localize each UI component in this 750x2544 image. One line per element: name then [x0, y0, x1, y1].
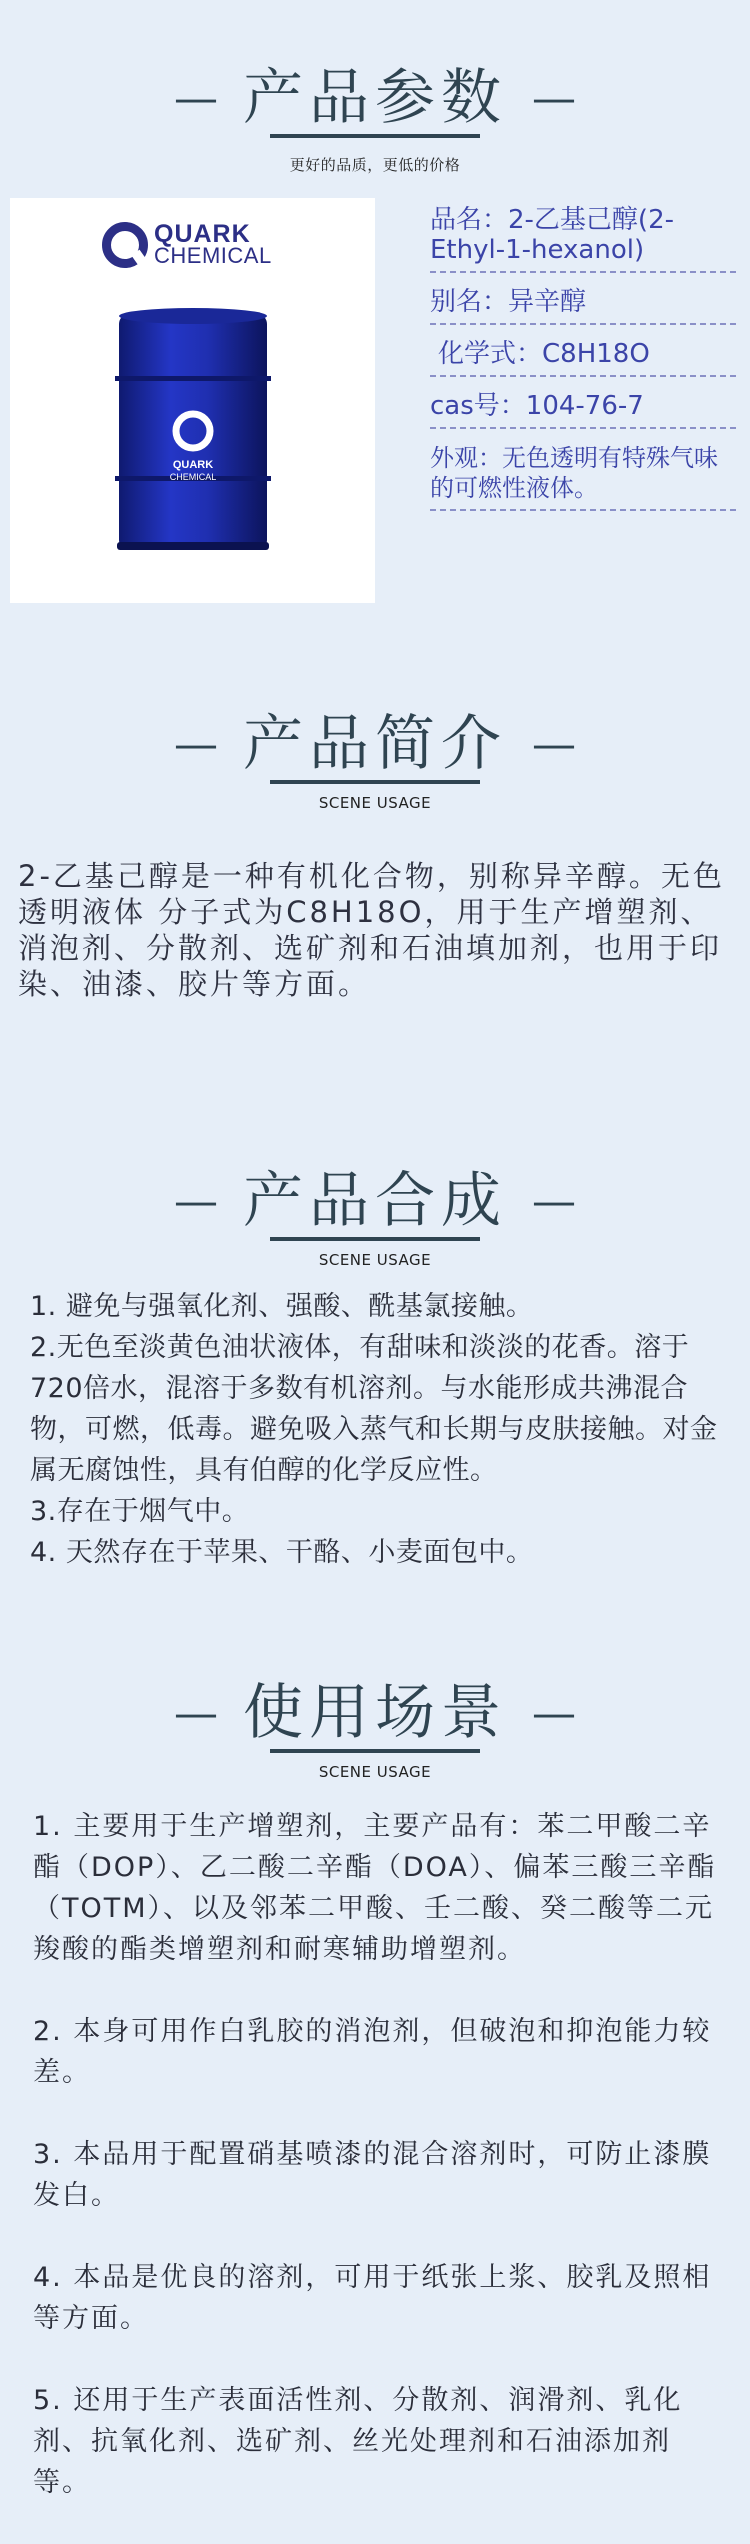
synthesis-item: 1. 避免与强氧化剂、强酸、酰基氯接触。	[30, 1291, 534, 1322]
intro-text: 2-乙基己醇是一种有机化合物，别称异辛醇。无色透明液体 分子式为C8H18O，用于生产增塑剂、消泡剂、分散剂、选矿剂和石油填加剂，也用于印染、油漆、胶片等方面。	[18, 859, 725, 1001]
usage-list	[33, 1806, 723, 2544]
synthesis-item: 2.无色至淡黄色油状液体，有甜味和淡淡的花香。溶于720倍水，混溶于多数有机溶剂。与水能形成共沸混合物，可燃，低毒。避免吸入蒸气和长期与皮肤接触。对金属无腐蚀性，具有伯醇的化学反应性。	[30, 1332, 718, 1486]
synthesis-item: 3.存在于烟气中。	[30, 1496, 250, 1527]
usage-header	[0, 1677, 750, 1781]
spec-name: 品名：2-乙基己醇(2-Ethyl-1-hexanol)	[430, 205, 736, 273]
usage-item: 5. 还用于生产表面活性剂、分散剂、润滑剂、乳化剂、抗氧化剂、选矿剂、丝光处理剂和石油添加剂等。	[33, 2385, 683, 2498]
title-dash-right: —	[532, 1175, 576, 1227]
title-underline	[270, 1237, 480, 1241]
params-header	[0, 62, 750, 175]
company-logo	[102, 222, 272, 268]
intro-header	[0, 708, 750, 812]
synthesis-item: 4. 天然存在于苹果、干酪、小麦面包中。	[30, 1537, 534, 1568]
title-dash-right: —	[532, 718, 576, 770]
title-dash-left: —	[174, 72, 218, 124]
intro-subtitle: SCENE USAGE	[318, 794, 432, 812]
barrel-logo-line1: QUARK	[172, 459, 214, 471]
product-image	[10, 198, 375, 603]
logo-line2: CHEMICAL	[154, 243, 272, 268]
synthesis-title: 产品合成	[243, 1166, 507, 1236]
title-underline	[270, 780, 480, 784]
synthesis-header	[0, 1165, 750, 1269]
title-underline	[270, 134, 480, 138]
usage-item: 2. 本身可用作白乳胶的消泡剂，但破泡和抑泡能力较差。	[33, 2016, 712, 2088]
barrel-image	[115, 306, 271, 558]
title-underline	[270, 1749, 480, 1753]
usage-item: 3. 本品用于配置硝基喷漆的混合溶剂时，可防止漆膜发白。	[33, 2139, 712, 2211]
title-dash-right: —	[532, 72, 576, 124]
params-subtitle: 更好的品质，更低的价格	[289, 156, 461, 174]
params-title: 产品参数	[243, 63, 507, 133]
spec-formula: 化学式：C8H18O	[430, 339, 736, 377]
title-dash-left: —	[174, 718, 218, 770]
spec-list	[430, 205, 736, 525]
usage-item: 4. 本品是优良的溶剂，可用于纸张上浆、胶乳及照相等方面。	[33, 2262, 712, 2334]
synthesis-list	[30, 1286, 730, 1573]
spec-alias: 别名：异辛醇	[430, 287, 736, 325]
logo-line1: QUARK	[154, 220, 251, 248]
title-dash-right: —	[532, 1687, 576, 1739]
spec-appearance: 外观：无色透明有特殊气味的可燃性液体。	[430, 443, 736, 511]
title-dash-left: —	[174, 1687, 218, 1739]
logo-q-icon	[102, 222, 148, 268]
title-dash-left: —	[174, 1175, 218, 1227]
synthesis-subtitle: SCENE USAGE	[318, 1251, 432, 1269]
usage-subtitle: SCENE USAGE	[318, 1763, 432, 1781]
usage-title: 使用场景	[243, 1678, 507, 1748]
spec-cas: cas号：104-76-7	[430, 391, 736, 429]
barrel-logo-line2: CHEMICAL	[169, 472, 217, 482]
usage-item: 1. 主要用于生产增塑剂，主要产品有：苯二甲酸二辛酯（DOP）、乙二酸二辛酯（DOA）、偏苯三酸三辛酯（TOTM）、以及邻苯二甲酸、壬二酸、癸二酸等二元羧酸的酯类增塑剂和耐寒辅助增塑剂。	[33, 1811, 717, 1965]
intro-title: 产品简介	[243, 709, 507, 779]
